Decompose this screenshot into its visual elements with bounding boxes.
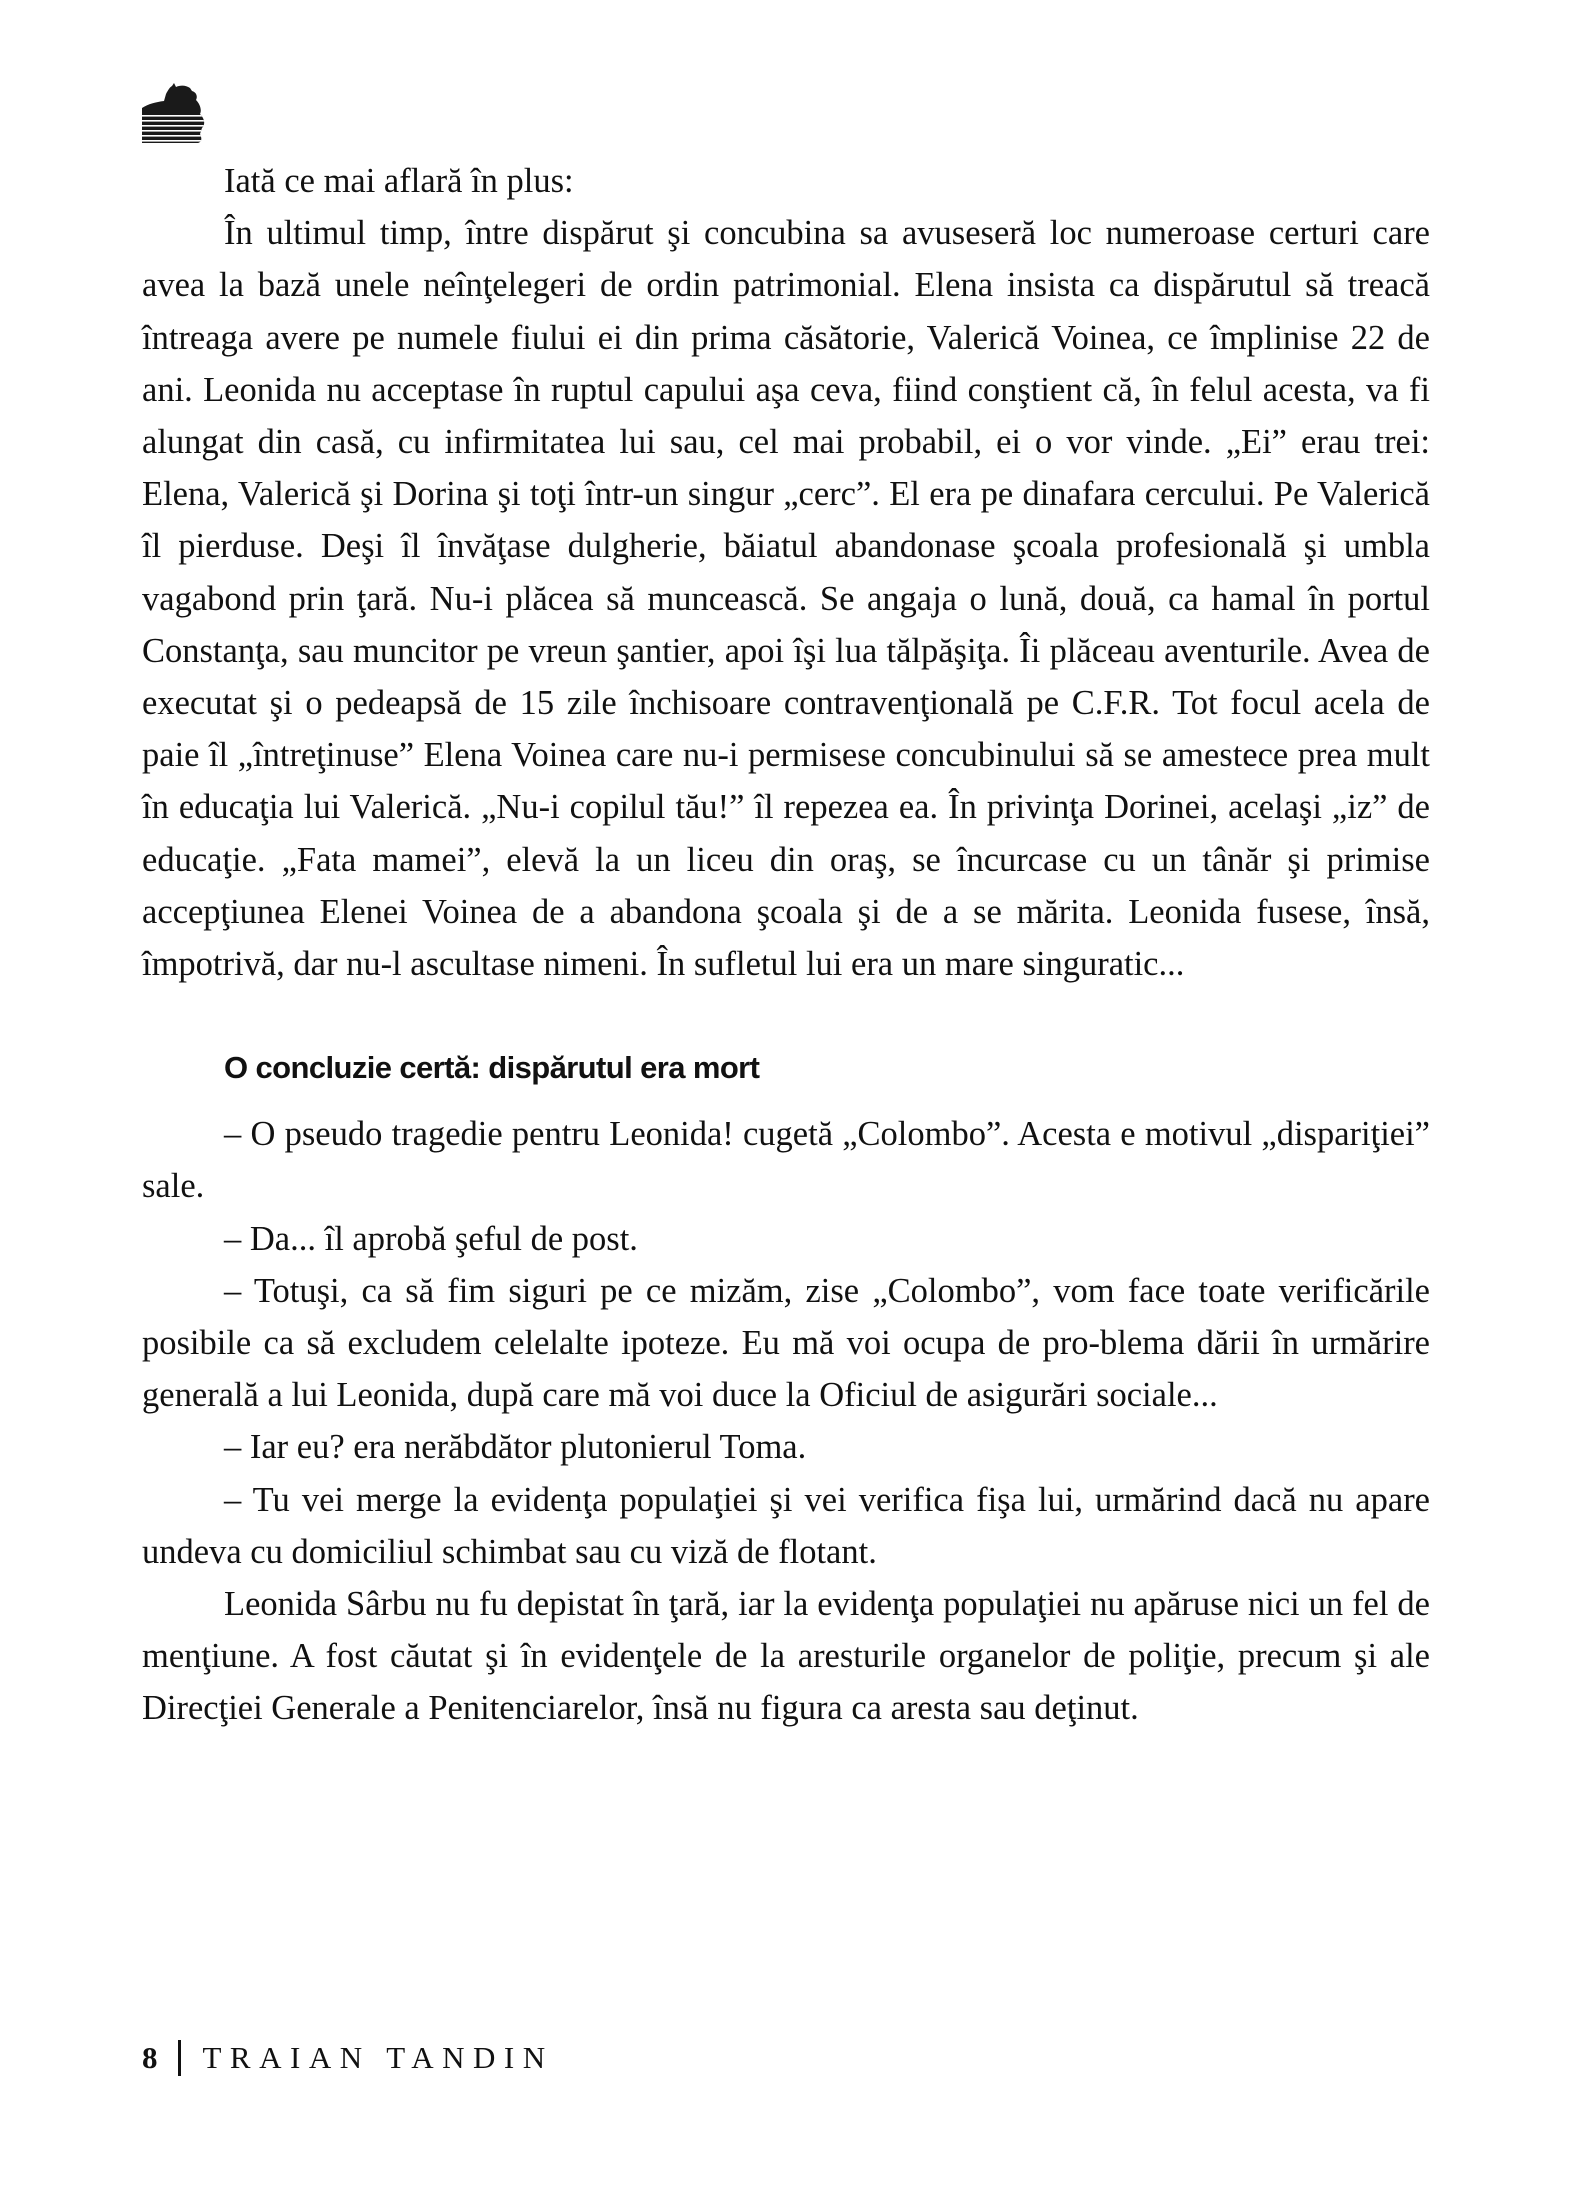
author-name: TRAIAN TANDIN <box>202 2040 554 2075</box>
paragraph: – Totuşi, ca să fim siguri pe ce mizăm, zise „Colombo”, vom face toate verificările posibile ca să excludem celelalte ipoteze. Eu mă voi ocupa de pro-blema dării în urmărire generală a lui Leonida, după care mă voi duce la Oficiul de asigurări sociale... <box>142 1271 1430 1415</box>
paragraph: – Tu vei merge la evidenţa populaţiei şi vei verifica fişa lui, urmărind dacă nu apare undeva cu domiciliul schimbat sau cu viză de flotant. <box>142 1480 1430 1571</box>
paragraph: – Iar eu? era nerăbdător plutonierul Toma. <box>224 1428 807 1467</box>
footer-separator <box>178 2040 181 2076</box>
detective-silhouette-icon <box>140 82 208 144</box>
paragraph: – Da... îl aprobă şeful de post. <box>224 1219 638 1258</box>
paragraph: – O pseudo tragedie pentru Leonida! cugetă „Colombo”. Acesta e motivul „dispariţiei” sale. <box>142 1115 1430 1206</box>
paragraph: Iată ce mai aflară în plus: <box>224 162 574 200</box>
page-body <box>142 155 1430 1735</box>
page-number: 8 <box>142 2040 158 2075</box>
paragraph: În ultimul timp, între dispărut şi concubina sa avuseseră loc numeroase certuri care avea la bază unele neînţelegeri de ordin patrimonial. Elena insista ca dispărutul să treacă întreaga avere pe numele fiului ei din prima căsătorie, Valerică Voinea, ce împlinise 22 de ani. Leonida nu acceptase în ruptul capului aşa ceva, fiind conştient că, în felul acesta, va fi alungat din casă, cu infirmitatea lui sau, cel mai probabil, ei o vor vinde. „Ei” erau trei: Elena, Valerică şi Dorina şi toţi într-un singur „cerc”. El era pe dinafara cercului. Pe Valerică îl pierduse. Deşi îl învăţase dulgherie, băiatul abandonase şcoala profesională şi umbla vagabond prin ţară. Nu-i plăcea să muncească. Se angaja o lună, două, ca hamal în portul Constanţa, sau muncitor pe vreun şantier, apoi îşi lua tălpăşiţa. Îi plăceau aventurile. Avea de executat şi o pedeapsă de 15 zile închisoare contravenţională pe C.F.R. Tot focul acela de paie îl „întreţinuse” Elena Voinea care nu-i permisese concubinului să se amestece prea mult în educaţia lui Valerică. „Nu-i copilul tău!” îl repezea ea. În privinţa Dorinei, acelaşi „iz” de educaţie. „Fata mamei”, elevă la un liceu din oraş, se încurcase cu un tânăr şi primise accepţiunea Elenei Voinea de a abandona şcoala şi de a se mărita. Leonida fusese, însă, împotrivă, dar nu-l ascultase nimeni. În sufletul lui era un mare singuratic... <box>142 214 1430 984</box>
section-heading: O concluzie certă: dispărutul era mort <box>224 1050 760 1086</box>
page-footer <box>142 2036 554 2080</box>
paragraph: Leonida Sârbu nu fu depistat în ţară, iar la evidenţa populaţiei nu apăruse nici un fel de menţiune. A fost căutat şi în evidenţele de la aresturile organelor de poliţie, precum şi ale Direcţiei Generale a Penitenciarelor, însă nu figura ca aresta sau deţinut. <box>142 1585 1430 1728</box>
